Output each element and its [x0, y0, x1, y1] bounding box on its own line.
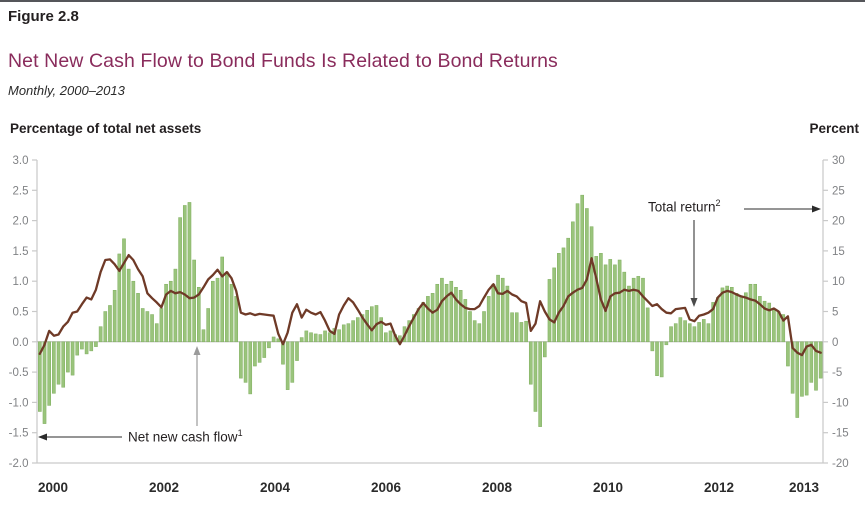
cash-flow-bar: [52, 342, 55, 394]
cash-flow-bar: [548, 279, 551, 341]
cash-flow-bar: [342, 325, 345, 342]
cash-flow-bar: [539, 342, 542, 427]
cash-flow-bar: [482, 312, 485, 342]
cash-flow-bar: [48, 342, 51, 406]
cash-flow-bar: [295, 342, 298, 361]
cash-flow-bar: [440, 278, 443, 342]
cash-flow-bar: [146, 312, 149, 342]
cash-flow-bar: [113, 290, 116, 342]
cash-flow-bar: [520, 322, 523, 341]
cash-flow-bar: [557, 253, 560, 341]
right-axis-tick-label: 5: [832, 306, 839, 319]
right-axis-tick-label: -15: [832, 427, 849, 440]
cash-flow-bar: [263, 342, 266, 358]
cash-flow-bar: [571, 222, 574, 342]
left-axis-tick-label: -0.5: [8, 367, 29, 380]
cash-flow-bar: [553, 268, 556, 342]
total-return-annotation: [648, 198, 721, 215]
cash-flow-bar: [422, 302, 425, 341]
cash-flow-bar: [202, 330, 205, 342]
cash-flow-bar: [239, 342, 242, 378]
cash-flow-bar: [235, 296, 238, 341]
cash-flow-bar: [85, 342, 88, 354]
cash-flow-bar: [370, 307, 373, 342]
net-new-cash-flow-footnote-marker: 1: [237, 428, 243, 438]
total-return-arrowhead-right: [812, 206, 821, 213]
cash-flow-bar: [707, 324, 710, 342]
cash-flow-bar: [454, 287, 457, 342]
cash-flow-bar: [62, 342, 65, 387]
total-return-footnote-marker: 2: [715, 198, 721, 208]
cash-flow-bar: [665, 342, 668, 345]
cash-flow-bar: [688, 324, 691, 342]
cash-flow-bar: [604, 265, 607, 342]
x-axis-year-label: 2000: [37, 480, 69, 495]
cash-flow-bar: [543, 342, 546, 357]
right-axis-tick-label: -5: [832, 367, 843, 380]
cash-flow-bar: [188, 202, 191, 341]
cash-flow-bar: [786, 342, 789, 366]
cash-flow-bar: [637, 276, 640, 341]
cash-flow-bar: [225, 272, 228, 342]
cash-flow-bar: [730, 287, 733, 342]
cash-flow-bar: [384, 333, 387, 342]
right-axis-tick-label: 0: [832, 336, 839, 349]
cash-flow-bar: [445, 284, 448, 342]
left-axis-tick-label: 2.5: [12, 185, 29, 198]
cash-flow-bar: [193, 260, 196, 342]
right-axis-tick-label: 10: [832, 276, 845, 289]
cash-flow-bar: [160, 308, 163, 341]
cash-flow-bar: [94, 342, 97, 347]
cash-flow-bar: [347, 324, 350, 342]
right-axis-title: Percent: [809, 121, 859, 136]
x-axis-year-label: 2010: [592, 480, 624, 495]
cash-flow-bar: [669, 327, 672, 342]
right-axis-tick-label: -20: [832, 458, 849, 470]
cash-flow-bar: [534, 342, 537, 412]
cash-flow-bar: [272, 337, 275, 342]
x-axis-year-label: 2008: [481, 480, 513, 495]
cash-flow-bar: [338, 330, 341, 342]
cash-flow-bar: [772, 309, 775, 342]
cash-flow-bar: [436, 284, 439, 342]
cash-flow-bar: [244, 342, 247, 383]
cash-flow-bar: [744, 293, 747, 342]
net-new-cash-flow-annotation-text: Net new cash flow: [128, 429, 238, 445]
cash-flow-bar: [478, 324, 481, 342]
cash-flow-bar: [183, 205, 186, 341]
cash-flow-bar: [754, 284, 757, 342]
cash-flow-bar: [389, 331, 392, 342]
left-axis-tick-label: 0.0: [12, 336, 29, 349]
cash-flow-bar: [319, 335, 322, 342]
cash-flow-bar: [684, 321, 687, 342]
cash-flow-bar: [122, 239, 125, 342]
cash-flow-bar: [151, 315, 154, 342]
cash-flow-bar: [221, 257, 224, 342]
cash-flow-bar: [90, 342, 93, 351]
cash-flow-bar: [740, 296, 743, 341]
cash-flow-bar: [506, 286, 509, 342]
x-axis-year-label: 2006: [370, 480, 402, 495]
nncf-arrowhead-left: [38, 434, 47, 441]
cash-flow-bar: [501, 278, 504, 342]
right-axis-tick-label: 25: [832, 185, 845, 198]
chart-title: Net New Cash Flow to Bond Funds Is Related to Bond Returns: [8, 50, 558, 72]
cash-flow-bar: [497, 275, 500, 342]
left-axis-tick-label: 2.0: [12, 215, 29, 228]
total-return-annotation-text: Total return: [648, 199, 716, 215]
cash-flow-bar: [80, 342, 83, 349]
cash-flow-bar: [249, 342, 252, 394]
cash-flow-bar: [716, 298, 719, 342]
cash-flow-bar: [800, 342, 803, 397]
cash-flow-bar: [71, 342, 74, 375]
cash-flow-bar: [127, 269, 130, 342]
cash-flow-bar: [529, 342, 532, 384]
cash-flow-bar: [515, 313, 518, 342]
cash-flow-bar: [300, 338, 303, 342]
cash-flow-bar: [211, 281, 214, 342]
cash-flow-bar: [468, 312, 471, 342]
cash-flow-bar: [525, 321, 528, 342]
cash-flow-bar: [819, 342, 822, 378]
cash-flow-bar: [179, 218, 182, 342]
left-axis-tick-label: -1.0: [8, 397, 29, 410]
cash-flow-bar: [286, 342, 289, 390]
cash-flow-bar: [646, 308, 649, 342]
cash-flow-bar: [749, 284, 752, 342]
left-axis-tick-label: -2.0: [8, 458, 29, 470]
cash-flow-bar: [43, 342, 46, 424]
figure-number: Figure 2.8: [8, 8, 79, 25]
cash-flow-bar: [641, 278, 644, 342]
cash-flow-bar: [562, 248, 565, 342]
x-axis-year-label: 2002: [148, 480, 180, 495]
cash-flow-bar: [623, 272, 626, 342]
cash-flow-bar: [721, 288, 724, 342]
cash-flow-bar: [174, 269, 177, 342]
cash-flow-bar: [267, 342, 270, 348]
left-axis-tick-label: 3.0: [12, 155, 29, 167]
cash-flow-bar: [104, 312, 107, 342]
cash-flow-bar: [487, 296, 490, 341]
net-new-cash-flow-annotation: [128, 428, 243, 445]
cash-flow-bar: [651, 342, 654, 351]
cash-flow-bar: [590, 227, 593, 342]
cash-flow-bar: [426, 296, 429, 341]
right-axis-tick-label: 15: [832, 245, 845, 258]
cash-flow-bar: [473, 321, 476, 342]
nncf-pointer-arrowhead-up: [194, 346, 201, 355]
cash-flow-bar: [253, 342, 256, 366]
total-return-pointer-arrowhead-down: [691, 298, 698, 307]
cash-flow-bar: [576, 204, 579, 342]
cash-flow-bar: [660, 342, 663, 377]
cash-flow-bar: [328, 333, 331, 342]
cash-flow-bar: [492, 284, 495, 342]
cash-flow-bar: [309, 333, 312, 342]
cash-flow-bar: [702, 319, 705, 341]
left-axis-tick-label: -1.5: [8, 427, 29, 440]
cash-flow-bar: [66, 342, 69, 372]
cash-flow-bar: [352, 321, 355, 342]
cash-flow-bar: [511, 313, 514, 342]
cash-flow-bar: [459, 290, 462, 342]
left-axis-tick-label: 1.0: [12, 276, 29, 289]
cash-flow-bar: [356, 318, 359, 342]
x-axis-year-label: 2013: [788, 480, 820, 495]
cash-flow-bar: [141, 308, 144, 341]
cash-flow-bar: [655, 342, 658, 376]
cash-flow-bar: [618, 260, 621, 342]
cash-flow-bar: [567, 238, 570, 342]
left-axis-title: Percentage of total net assets: [10, 121, 202, 136]
cash-flow-bar: [632, 278, 635, 342]
cash-flow-bar: [108, 305, 111, 341]
cash-flow-bar: [314, 334, 317, 342]
cash-flow-bar: [679, 318, 682, 342]
cash-flow-bar: [305, 331, 308, 342]
right-axis-tick-label: 20: [832, 215, 845, 228]
right-axis-tick-label: -10: [832, 397, 849, 410]
cash-flow-bar: [450, 281, 453, 342]
x-axis-year-label: 2012: [703, 480, 735, 495]
cash-flow-bar: [230, 284, 233, 342]
left-axis-tick-label: 1.5: [12, 245, 29, 258]
cash-flow-bar: [207, 308, 210, 341]
cash-flow-bar: [324, 331, 327, 342]
cash-flow-bar: [99, 327, 102, 342]
cash-flow-bar: [431, 293, 434, 341]
cash-flow-bar: [132, 281, 135, 342]
cash-flow-bar: [277, 339, 280, 342]
chart-subtitle: Monthly, 2000–2013: [8, 83, 125, 98]
cash-flow-bar: [693, 327, 696, 342]
cash-flow-bar: [674, 324, 677, 342]
cash-flow-bar: [726, 286, 729, 342]
cash-flow-bar: [627, 286, 630, 342]
cash-flow-bar: [613, 265, 616, 342]
cash-flow-bar: [136, 293, 139, 341]
cash-flow-bar: [216, 278, 219, 342]
cash-flow-bar: [735, 293, 738, 341]
cash-flow-bar: [155, 324, 158, 342]
right-axis-tick-label: 30: [832, 155, 845, 167]
left-axis-tick-label: 0.5: [12, 306, 29, 319]
cash-flow-bar: [258, 342, 261, 363]
x-axis-year-label: 2004: [259, 480, 291, 495]
cash-flow-bar: [291, 342, 294, 383]
cash-flow-bar: [581, 195, 584, 342]
cash-flow-bar: [698, 322, 701, 341]
cash-flow-bar: [76, 342, 79, 355]
cash-flow-bar: [57, 342, 60, 384]
